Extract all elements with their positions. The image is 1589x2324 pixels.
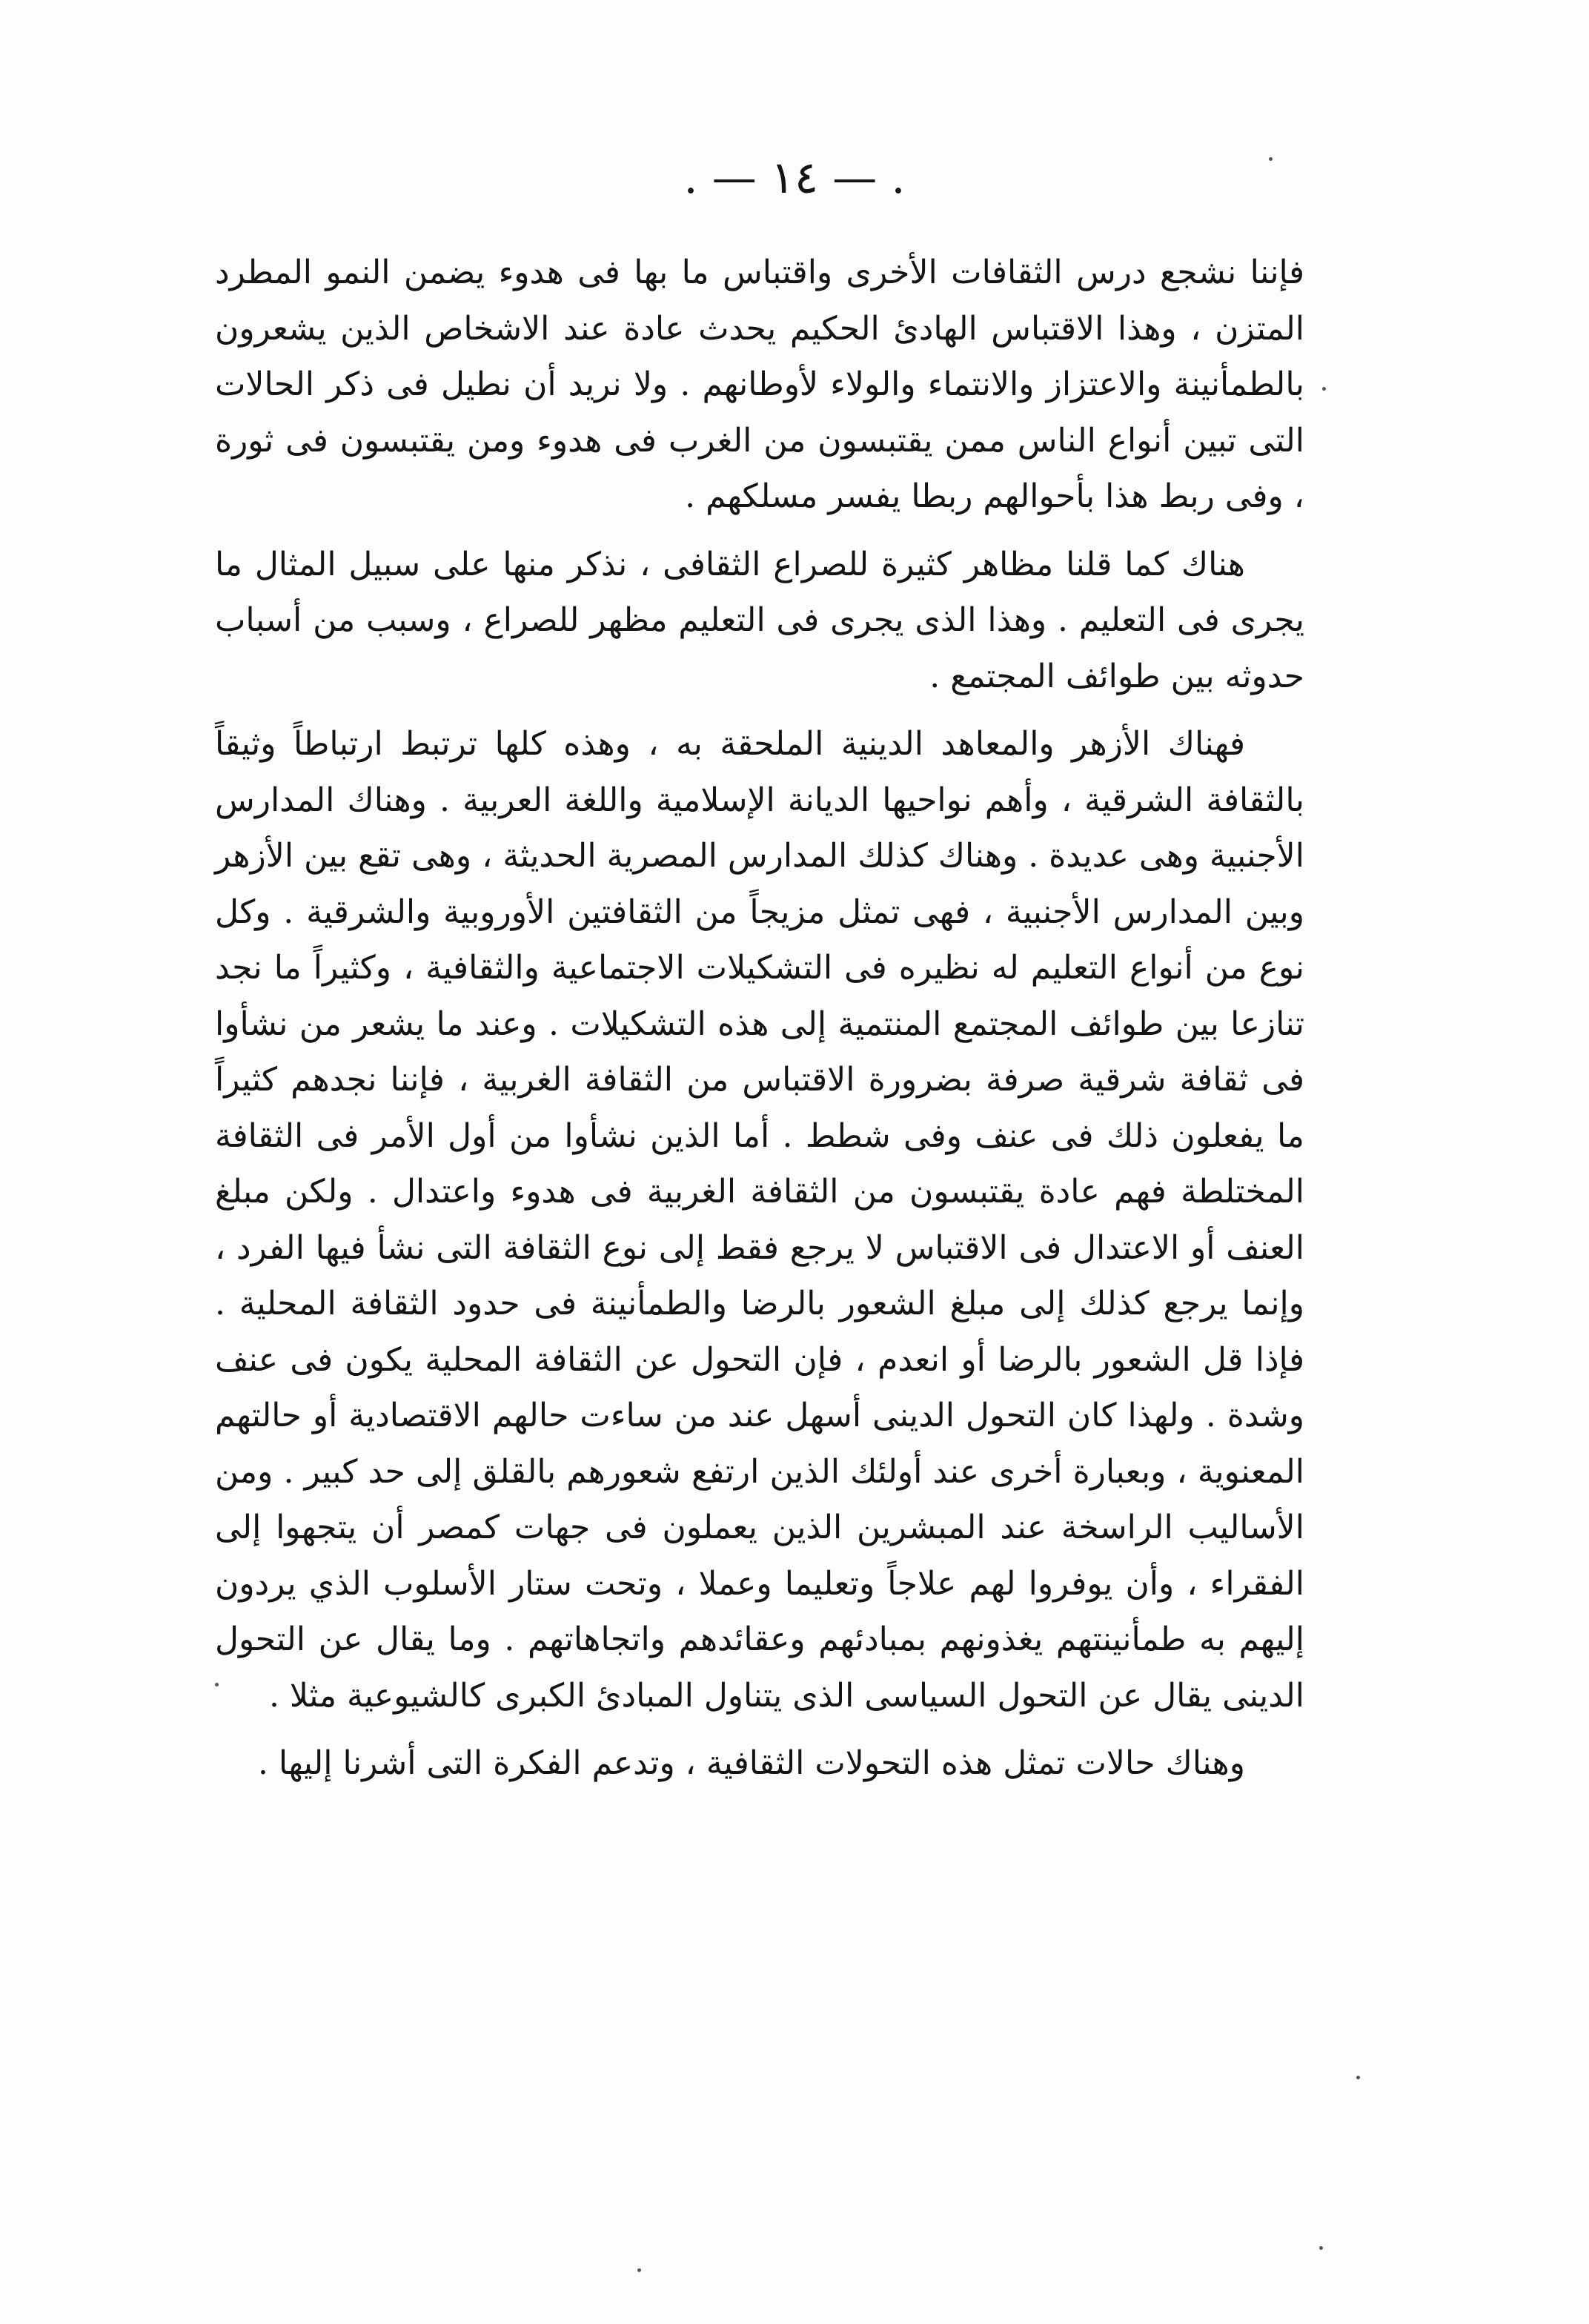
scan-speck	[1319, 2246, 1323, 2250]
scan-speck	[637, 2268, 641, 2272]
paragraph-3: فهناك الأزهر والمعاهد الدينية الملحقة به ، وهذه كلها ترتبط ارتباطاً وثيقاً بالثقافة الشرقية ، وأهم نواحيها الديانة الإسلامية واللغة العربية . وهناك المدارس الأجنبية وهى عديدة . وهناك كذلك المدارس المصرية الحديثة ، وهى تقع بين الأزهر وبين المدارس الأجنبية ، فهى تمثل مزيجاً من الثقافتين الأوروبية والشرقية . وكل نوع من أنواع التعليم له نظيره فى التشكيلات الاجتماعية والثقافية ، وكثيراً ما نجد تنازعا بين طوائف المجتمع المنتمية إلى هذه التشكيلات . وعند ما يشعر من نشأوا فى ثقافة شرقية صرفة بضرورة الاقتباس من الثقافة الغربية ، فإننا نجدهم كثيراً ما يفعلون ذلك فى عنف وفى شطط . أما الذين نشأوا من أول الأمر فى الثقافة المختلطة فهم عادة يقتبسون من الثقافة الغربية فى هدوء واعتدال . ولكن مبلغ العنف أو الاعتدال فى الاقتباس لا يرجع فقط إلى نوع الثقافة التى نشأ فيها الفرد ، وإنما يرجع كذلك إلى مبلغ الشعور بالرضا والطمأنينة فى حدود الثقافة المحلية . فإذا قل الشعور بالرضا أو انعدم ، فإن التحول عن الثقافة المحلية يكون فى عنف وشدة . ولهذا كان التحول الدينى أسهل عند من ساءت حالهم الاقتصادية أو حالتهم المعنوية ، وبعبارة أخرى عند أولئك الذين ارتفع شعورهم بالقلق إلى حد كبير . ومن الأساليب الراسخة عند المبشرين الذين يعملون فى جهات كمصر أن يتجهوا إلى الفقراء ، وأن يوفروا لهم علاجاً وتعليما وعملا ، وتحت ستار الأسلوب الذي يردون إليهم به طمأنينتهم يغذونهم بمبادئهم وعقائدهم واتجاهاتهم . وما يقال عن التحول الدينى يقال عن التحول السياسى الذى يتناول المبادئ الكبرى كالشيوعية مثلا .	[215, 725, 1304, 1715]
scan-speck	[1322, 387, 1326, 391]
scan-speck	[215, 1683, 219, 1686]
scan-speck	[1269, 157, 1273, 161]
scan-speck	[1356, 2076, 1360, 2079]
paragraph-4: وهناك حالات تمثل هذه التحولات الثقافية ، وتدعم الفكرة التى أشرنا إليها .	[257, 1744, 1245, 1782]
paragraph-1: فإننا نشجع درس الثقافات الأخرى واقتباس ما بها فى هدوء يضمن النمو المطرد المتزن ، وهذا الاقتباس الهادئ الحكيم يحدث عادة عند الاشخاص الذين يشعرون بالطمأنينة والاعتزاز والانتماء والولاء لأوطانهم . ولا نريد أن نطيل فى ذكر الحالات التى تبين أنواع الناس ممن يقتبسون من الغرب فى هدوء ومن يقتبسون فى ثورة ، وفى ربط هذا بأحوالهم ربطا يفسر مسلكهم .	[215, 254, 1304, 515]
body-text	[215, 245, 1304, 1792]
paragraph-2: هناك كما قلنا مظاهر كثيرة للصراع الثقافى ، نذكر منها على سبيل المثال ما يجرى فى التعليم . وهذا الذى يجرى فى التعليم مظهر للصراع ، وسبب من أسباب حدوثه بين طوائف المجتمع .	[215, 545, 1304, 695]
page-number: . — ١٤ — .	[683, 152, 906, 204]
